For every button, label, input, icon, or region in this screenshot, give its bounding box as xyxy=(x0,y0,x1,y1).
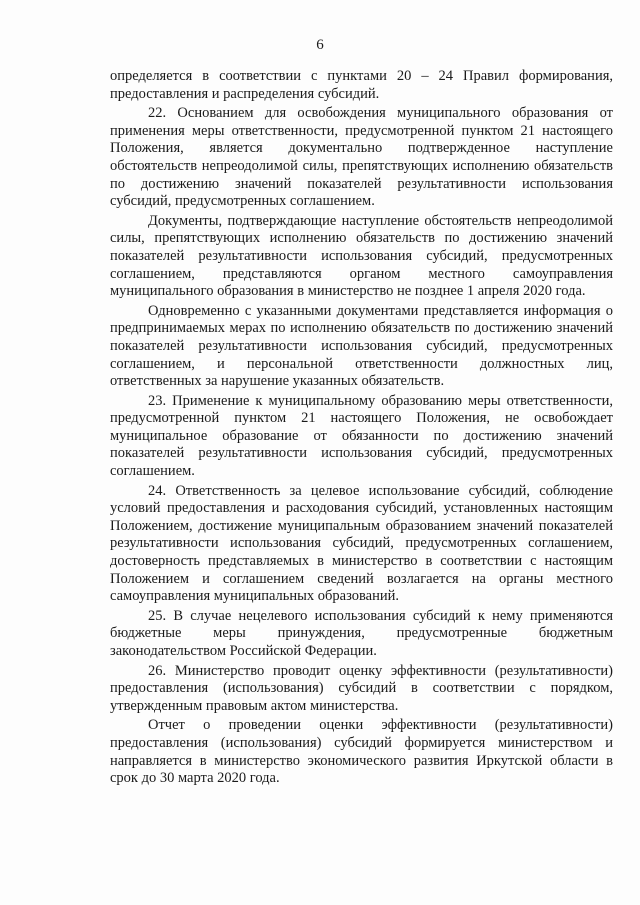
paragraph-report: Отчет о проведении оценки эффективности (результативности) предоставления (использования) субсидий формируется министерством и направляется в министерство экономического развития Иркутской области в срок до 30 марта 2020 года. xyxy=(110,717,613,787)
page-number: 6 xyxy=(316,37,324,53)
paragraph-clause-22: 22. Основанием для освобождения муниципального образования от применения меры ответственности, предусмотренной пунктом 21 настоящего Положения, является документально подтвержденное наступление обстоятельств непреодолимой силы, препятствующих исполнению обязательств по достижению значений показателей результативности использования субсидий, предусмотренных соглашением. xyxy=(110,105,613,210)
document-body xyxy=(110,68,613,790)
paragraph-continuation: определяется в соответствии с пунктами 20 – 24 Правил формирования, предоставления и распределения субсидий. xyxy=(110,68,613,102)
paragraph-documents: Документы, подтверждающие наступление обстоятельств непреодолимой силы, препятствующих исполнению обязательств по достижению значений показателей результативности использования субсидий, предусмотренных соглашением, представляются органом местного самоуправления муниципального образования в министерство не позднее 1 апреля 2020 года. xyxy=(110,212,613,300)
paragraph-information: Одновременно с указанными документами представляется информация о предпринимаемых мерах по исполнению обязательств по достижению значений показателей результативности использования субсидий, предусмотренных соглашением, и персональной ответственности должностных лиц, ответственных за нарушение указанных обязательств. xyxy=(110,302,613,390)
paragraph-clause-24: 24. Ответственность за целевое использование субсидий, соблюдение условий предоставления и расходования субсидий, установленных настоящим Положением, достижение муниципальным образованием значений показателей результативности использования субсидий, предусмотренных соглашением, достоверность представляемых в министерство в соответствии с настоящим Положением и соглашением сведений возлагается на органы местного самоуправления муниципальных образований. xyxy=(110,482,613,605)
paragraph-clause-23: 23. Применение к муниципальному образованию меры ответственности, предусмотренной пунктом 21 настоящего Положения, не освобождает муниципальное образование от обязанности по достижению значений показателей результативности использования субсидий, предусмотренных соглашением. xyxy=(110,392,613,480)
paragraph-clause-25: 25. В случае нецелевого использования субсидий к нему применяются бюджетные меры принуждения, предусмотренные бюджетным законодательством Российской Федерации. xyxy=(110,607,613,659)
paragraph-clause-26: 26. Министерство проводит оценку эффективности (результативности) предоставления (использования) субсидий в соответствии с порядком, утвержденным правовым актом министерства. xyxy=(110,662,613,714)
